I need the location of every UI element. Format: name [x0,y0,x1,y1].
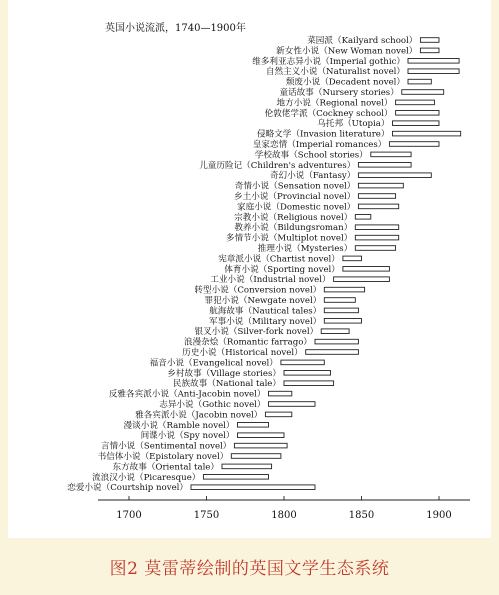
genre-label: 雅各宾派小说（Jacobin novel） [135,410,263,421]
genre-bar [234,443,287,448]
genre-bar [269,391,292,396]
genre-bar [393,121,440,126]
genre-bar [355,246,395,251]
genre-bar [343,256,362,261]
genre-bar [343,267,390,272]
genre-bar [355,235,398,240]
genre-bar [281,360,324,365]
genre-bar [324,287,364,292]
genre-label: 福音小说（Evangelical novel） [149,358,278,369]
genre-bar [408,59,459,64]
genre-bar [358,194,395,199]
genre-label: 自然主义小说（Naturalist novel） [265,67,405,78]
genre-label: 乡土小说（Provincial novel） [234,192,356,202]
genre-label: 浪漫杂烩（Romantic farrago） [183,337,312,348]
genre-label: 奇情小说（Sensation novel） [234,181,356,192]
genre-bar [420,48,439,53]
genre-label: 间谍小说（Spy novel） [140,431,235,442]
genre-label: 东方故事（Oriental tale） [112,462,219,473]
genre-label: 地方小说（Regional novel） [276,98,393,109]
genre-bar [284,371,331,376]
x-tick-label: 1900 [426,510,452,521]
x-tick-label: 1750 [193,510,220,521]
genre-bar [393,131,461,136]
genre-label: 民族故事（National tale） [172,379,281,390]
genre-label: 反雅各宾派小说（Anti-Jacobin novel） [108,389,266,400]
genre-label: 颓废小说（Decadent novel） [285,77,405,88]
genre-label: 奇幻小说（Fantasy） [269,171,356,182]
genre-label: 漫谈小说（Ramble novel） [123,420,235,431]
genre-label: 教养小说（Bildungsroman） [234,223,353,234]
x-tick-label: 1700 [116,510,142,521]
genre-bar [306,350,359,355]
genre-bar [334,277,390,282]
genre-label: 历史小说（Historical novel） [182,348,303,358]
genre-label: 伦敦佬学派（Cockney school） [264,108,393,119]
genre-label: 流浪汉小说（Picaresque） [92,472,201,483]
genre-bar [324,308,358,313]
genre-label: 军事小说（Military novel） [209,316,322,327]
genre-bar [396,100,435,105]
genre-label: 乌托邦（Utopia） [317,119,390,130]
genre-label: 银叉小说（Silver-fork novel） [194,327,319,338]
genre-bar [321,329,349,334]
genre-bar [408,79,431,84]
genre-label: 工业小说（Industrial novel） [210,275,331,286]
genre-label: 恋爱小说（Courtship novel） [67,483,188,494]
genre-bar [408,69,459,74]
genre-bar [355,215,371,220]
genre-label: 童话故事（Nursery stories） [279,88,399,98]
chart-title: 英国小说流派，1740—1900年 [105,23,246,34]
genre-bar [371,152,411,157]
genre-label: 皇家恋情（Imperial romances） [252,140,387,150]
genre-bar [265,412,291,417]
genre-bar [315,339,358,344]
genre-label: 学校故事（School stories） [254,150,368,161]
genre-bar [358,163,411,168]
genre-label: 体育小说（Sporting novel） [224,264,340,275]
figure-caption: 图2 莫雷蒂绘制的英国文学生态系统 [109,559,390,579]
genre-label: 书信体小说（Epistolary novel） [97,452,229,462]
genre-bar [358,173,431,178]
genre-label: 宗教小说（Religious novel） [234,212,353,223]
genre-label: 侵略文学（Invasion literature） [256,129,390,140]
genre-bar [222,464,272,469]
chart-figure [8,0,491,538]
genre-bar [355,225,398,230]
genre-timeline-chart [8,0,491,538]
genre-label: 儿童历险记（Children's adventures） [199,160,356,171]
genre-label: 菜园派（Kailyard school） [307,36,418,46]
genre-bar [324,298,355,303]
genre-bar [402,90,444,95]
genre-bar [396,111,439,116]
genre-bar [358,204,398,209]
x-tick-label: 1800 [271,510,297,521]
genre-bar [203,475,268,480]
genre-label: 乡村故事（Village stories） [167,368,281,379]
genre-label: 家庭小说（Domestic novel） [236,202,356,213]
genre-bar [420,38,439,43]
genre-bar [284,381,334,386]
genre-label: 罪犯小说（Newgate novel） [204,296,322,306]
genre-label: 志异小说（Gothic novel） [159,400,266,410]
genre-label: 言情小说（Sentimental novel） [100,441,232,452]
genre-label: 宪章派小说（Chartist novel） [218,254,340,265]
x-tick-label: 1850 [348,510,375,521]
genre-label: 多情节小说（Multiplot novel） [225,233,353,244]
genre-bar [324,319,361,324]
genre-bar [191,485,315,490]
genre-label: 转型小说（Conversion novel） [194,285,322,296]
genre-label: 航海故事（Nautical tales） [209,306,322,317]
genre-label: 维多利亚志异小说（Imperial gothic） [252,56,405,67]
genre-bar [389,142,439,147]
genre-bar [269,402,316,407]
genre-label: 新女性小说（New Woman novel） [276,46,418,57]
genre-bar [238,423,269,428]
genre-label: 推理小说（Mysteries） [257,244,353,254]
genre-bar [358,183,403,188]
genre-bar [238,433,285,438]
genre-bar [231,454,281,459]
